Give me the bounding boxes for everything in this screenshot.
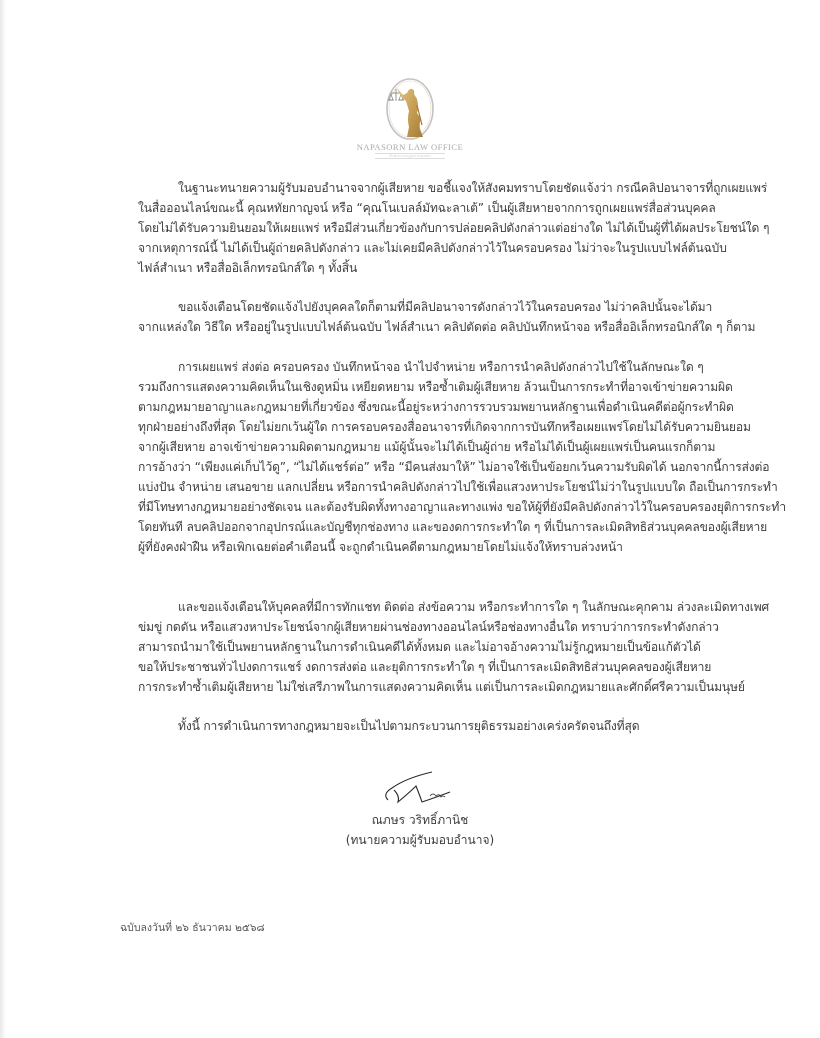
text-line: การเผยแพร่ ส่งต่อ ครอบครอง บันทึกหน้าจอ นำไปจำหน่าย หรือการนำคลิปดังกล่าวไปใช้ในลักษณะใด ๆ bbox=[178, 360, 704, 374]
handwritten-signature-icon bbox=[380, 766, 460, 808]
issue-date: ฉบับลงวันที่ ๒๖ ธันวาคม ๒๕๖๘ bbox=[120, 922, 265, 934]
text-line: การอ้างว่า “เพียงแค่เก็บไว้ดู”, “ไม่ได้แชร์ต่อ” หรือ “มีคนส่งมาให้” ไม่อาจใช้เป็นข้อยกเว้นความรับผิดได้ นอกจากนี้การส่งต่อ bbox=[138, 460, 770, 474]
text-line: ในสื่อออนไลน์ขณะนี้ คุณหทัยกาญจน์ หรือ “คุณโนเบลล์มัทฉะลาเต้” เป็นผู้เสียหายจากการถูกเผยแพร่สื่อส่วนบุคคล bbox=[138, 201, 716, 215]
text-line: ขอแจ้งเตือนโดยชัดแจ้งไปยังบุคคลใดก็ตามที่มีคลิปอนาจารดังกล่าวไว้ในครอบครอง ไม่ว่าคลิปนั้นจะได้มา bbox=[178, 300, 713, 314]
text-line: จากผู้เสียหาย อาจเข้าข่ายความผิดตามกฎหมาย แม้ผู้นั้นจะไม่ได้เป็นผู้ถ่าย หรือไม่ได้เป็นผู้เผยแพร่เป็นคนแรกก็ตาม bbox=[138, 440, 716, 454]
paragraph-legal-consequences bbox=[138, 357, 787, 557]
text-line: รวมถึงการแสดงความคิดเห็นในเชิงดูหมิ่น เหยียดหยาม หรือซ้ำเติมผู้เสียหาย ล้วนเป็นการกระทำที่อาจเข้าข่ายความผิด bbox=[138, 380, 733, 394]
text-line: ตามกฎหมายอาญาและกฎหมายที่เกี่ยวข้อง ซึ่งขณะนี้อยู่ระหว่างการรวบรวมพยานหลักฐานเพื่อดำเนินคดีต่อผู้กระทำผิด bbox=[138, 400, 734, 414]
paragraph-possession-warning bbox=[138, 297, 778, 337]
text-line: จากเหตุการณ์นี้ ไม่ได้เป็นผู้ถ่ายคลิปดังกล่าว และไม่เคยมีคลิปดังกล่าวไว้ในครอบครอง ไม่ว่าจะในรูปแบบไฟล์ต้นฉบับ bbox=[138, 241, 727, 255]
text-line: โดยไม่ได้รับความยินยอมให้เผยแพร่ หรือมีส่วนเกี่ยวข้องกับการปล่อยคลิปดังกล่าวแต่อย่างใด ไม่ได้เป็นผู้ที่ได้ผลประโยชน์ใด ๆ bbox=[138, 221, 770, 235]
paragraph-closing bbox=[138, 716, 778, 736]
text-line: แบ่งปัน จำหน่าย เสนอขาย แลกเปลี่ยน หรือการนำคลิปดังกล่าวไปใช้เพื่อแสวงหาประโยชน์ไม่ว่าในรูปแบบใด ถือเป็นการกระทำ bbox=[138, 480, 778, 494]
text-line: จากแหล่งใด วิธีใด หรืออยู่ในรูปแบบไฟล์ต้นฉบับ ไฟล์สำเนา คลิปตัดต่อ คลิปบันทึกหน้าจอ หรือสื่ออิเล็กทรอนิกส์ใด ๆ ก็ตาม bbox=[138, 320, 756, 334]
letterhead-logo bbox=[355, 75, 465, 160]
signature-block bbox=[330, 766, 510, 850]
text-line: ในฐานะทนายความผู้รับมอบอำนาจจากผู้เสียหาย ขอชี้แจงให้สังคมทราบโดยชัดแจ้งว่า กรณีคลิปอนาจารที่ถูกเผยแพร่ bbox=[178, 181, 768, 195]
paragraph-harassment-warning bbox=[138, 597, 778, 697]
paragraph-victim-statement bbox=[138, 178, 778, 278]
text-line: การกระทำซ้ำเติมผู้เสียหาย ไม่ใช่เสรีภาพในการแสดงความคิดเห็น แต่เป็นการละเมิดกฎหมายและศักดิ์ศรีความเป็นมนุษย์ bbox=[138, 680, 745, 694]
lady-justice-icon bbox=[379, 75, 441, 141]
text-line: ไฟล์สำเนา หรือสื่ออิเล็กทรอนิกส์ใด ๆ ทั้งสิ้น bbox=[138, 261, 358, 275]
text-line: ผู้ที่ยังคงฝ่าฝืน หรือเพิกเฉยต่อคำเตือนนี้ จะถูกดำเนินคดีตามกฎหมายโดยไม่แจ้งให้ทราบล่วงหน้า bbox=[138, 540, 623, 554]
signatory-name: ณภษร วริทธิ์ภานิช bbox=[371, 813, 469, 827]
text-line: ข่มขู่ กดดัน หรือแสวงหาประโยชน์จากผู้เสียหายผ่านช่องทางออนไลน์หรือช่องทางอื่นใด ทราบว่าการกระทำดังกล่าว bbox=[138, 620, 719, 634]
text-line: สามารถนำมาใช้เป็นพยานหลักฐานในการดำเนินคดีได้ทั้งหมด และไม่อาจอ้างความไม่รู้กฎหมายเป็นข้อแก้ตัวได้ bbox=[138, 640, 701, 654]
text-line: ทั้งนี้ การดำเนินการทางกฎหมายจะเป็นไปตามกระบวนการยุติธรรมอย่างเคร่งครัดจนถึงที่สุด bbox=[178, 719, 640, 733]
office-subtitle: สำนักงานกฎหมายนภสร bbox=[375, 153, 445, 159]
text-line: และขอแจ้งเตือนให้บุคคลที่มีการทักแชท ติดต่อ ส่งข้อความ หรือกระทำการใด ๆ ในลักษณะคุกคาม ล่วงละเมิดทางเพศ bbox=[178, 600, 770, 614]
text-line: โดยทันที ลบคลิปออกจากอุปกรณ์และบัญชีทุกช่องทาง และของดการกระทำใด ๆ ที่เป็นการละเมิดสิทธิส่วนบุคคลของผู้เสียหาย bbox=[138, 520, 768, 534]
office-name: NAPASORN LAW OFFICE bbox=[356, 142, 464, 152]
signatory-title: (ทนายความผู้รับมอบอำนาจ) bbox=[345, 833, 495, 847]
text-line: ที่มีโทษทางกฎหมายอย่างชัดเจน และต้องรับผิดทั้งทางอาญาและทางแพ่ง ขอให้ผู้ที่ยังมีคลิปดังกล่าวไว้ในครอบครองยุติการกระทำ bbox=[138, 500, 787, 514]
text-line: ทุกฝ่ายอย่างถึงที่สุด โดยไม่ยกเว้นผู้ใด การครอบครองสื่ออนาจารที่เกิดจากการบันทึกหรือเผยแพร่โดยไม่ได้รับความยินยอม bbox=[138, 420, 751, 434]
page-edge-shadow bbox=[0, 0, 6, 1038]
text-line: ขอให้ประชาชนทั่วไปงดการแชร์ งดการส่งต่อ และยุติการกระทำใด ๆ ที่เป็นการละเมิดสิทธิส่วนบุคคลของผู้เสียหาย bbox=[138, 660, 712, 674]
